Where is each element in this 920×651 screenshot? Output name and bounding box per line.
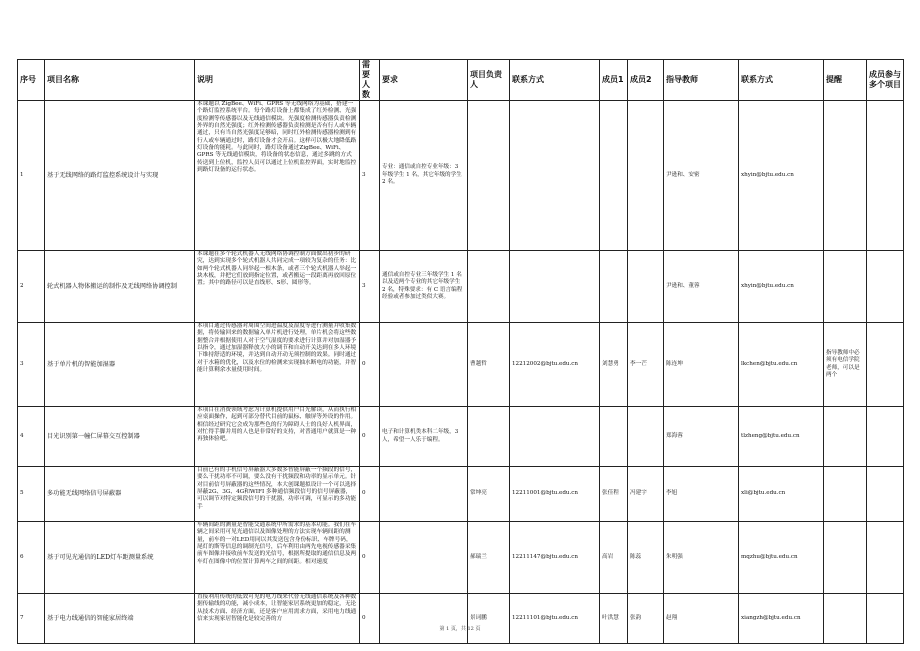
cell-project-name: 基于无线网络的路灯监控系统设计与实现	[45, 101, 195, 251]
cell-count: 3	[360, 101, 380, 251]
cell-requirements	[380, 522, 468, 594]
cell-member2: 李一芒	[628, 323, 664, 407]
table-row	[18, 522, 904, 594]
cell-member1: 叶洪慧	[600, 594, 628, 644]
cell-no: 7	[18, 594, 45, 644]
header-multi: 成员参与多个项目	[867, 60, 904, 101]
header-contact: 联系方式	[510, 60, 600, 101]
cell-remind	[824, 101, 867, 251]
cell-teacher: 郑海蓉	[664, 407, 739, 467]
cell-multi	[867, 522, 904, 594]
header-member1: 成员1	[600, 60, 628, 101]
cell-description: 直接利用传统的低效可见的电力线来代替无线通信系统及各种数据传输线的功能，减小成本，让智能家居系统更加的稳定，无论从技术方面、经济方面，还是客户应用需求方面，采用电力线通信来实现家居智能化是较完善的方	[195, 594, 360, 644]
cell-teacher-contact: xhyin@bjtu.edu.cn	[739, 101, 824, 251]
cell-contact	[510, 101, 600, 251]
header-description: 说明	[195, 60, 360, 101]
cell-description: 车辆间距的测量是智能交通系统中所需求的基本功能。我们在车辆之间采用可见光通信以及图像处理的方法实现车辆间距的测量，前车的一对LED用同以其发送包含身份标识、车牌号码，尾灯的斯等信息的调制光信号，后车利用由两先电视传感器采集前车图像并接收前车发送的光信号，根据所提取的通信信息及两车灯在图像中的位置计算两车之间的间距。相对速度	[195, 522, 360, 594]
cell-teacher: 赵翔	[664, 594, 739, 644]
cell-description: 目前已有的手机信号屏蔽器大多数多智能屏蔽一个频段的信号，要么干扰功率不可调，要么没有干扰频段和功率的显示单元。针对目前信号屏蔽器的这些情况，本大创课题拟设计一个可以选择屏蔽2G、3G、4G和WIFI 多种通信频段信号的信号屏蔽器，可以调节对特定频段信号的干扰器，功率可调，可显示的多功能手	[195, 467, 360, 522]
cell-description: 本项目通过传感器对周围空间进温度及湿度等进行测量并收集数据，将传输回来的数据输入单片机进行处理，单片机会将这些数据整合并根据使用人对于空气湿度的要求进行计算并对加湿器予以指令，通过加湿器释放大小的调节和自动开关达到在多人环境下维持舒适的环境，并达到自动开动无须控制的效果。同时通过对于水箱的优化，以及水位的检测来实现抽水断电的功能，并智能计算剩余水量使用时间。	[195, 323, 360, 407]
cell-contact: 12211101@bjtu.edu.cn	[510, 594, 600, 644]
cell-contact: 12211147@bjtu.edu.cn	[510, 522, 600, 594]
cell-remind	[824, 467, 867, 522]
cell-leader: 常坤亮	[468, 467, 510, 522]
cell-teacher: 朱明强	[664, 522, 739, 594]
cell-leader: 曹越哲	[468, 323, 510, 407]
cell-remind	[824, 522, 867, 594]
cell-requirements: 专业：通信或自控专业年级：3 年级学生 1 名，其它年级的学生 2 名。	[380, 101, 468, 251]
table-row	[18, 101, 904, 251]
table-row	[18, 323, 904, 407]
cell-no: 3	[18, 323, 45, 407]
cell-count: 3	[360, 251, 380, 323]
cell-multi	[867, 594, 904, 644]
cell-contact	[510, 407, 600, 467]
cell-description: 本课题在多个轮式机器人无线网络协调控制方面做出初步的研究，达到实现多个轮式机器人共同完成一项较为复杂的任务：比如两个轮式机器人同举起一根木条，或者三个轮式机器人举起一块木板，并把它们放到指定位置，或者搬运一段距离再放回原位置；其中的路径可以是直线形、S形、圆形等。	[195, 251, 360, 323]
header-member2: 成员2	[628, 60, 664, 101]
page-footer: 第 1 页，共 12 页	[439, 626, 481, 632]
cell-count: 0	[360, 407, 380, 467]
cell-leader	[468, 251, 510, 323]
cell-member2	[628, 407, 664, 467]
cell-project-name: 基于电力线通信的智能家居终端	[45, 594, 195, 644]
cell-leader	[468, 101, 510, 251]
cell-no: 2	[18, 251, 45, 323]
cell-requirements	[380, 323, 468, 407]
cell-multi	[867, 407, 904, 467]
cell-leader: 景词鹏	[468, 594, 510, 644]
header-row	[18, 60, 904, 101]
cell-requirements	[380, 594, 468, 644]
header-count: 需要人数	[360, 60, 380, 101]
cell-multi	[867, 251, 904, 323]
cell-member2: 张韵	[628, 594, 664, 644]
cell-member2: 陈蕊	[628, 522, 664, 594]
cell-multi	[867, 323, 904, 407]
cell-description: 本课题以 ZigBee、WiFi、GPRS 等无线网络为基础，搭建一个路灯监控系统平台。每个路灯设备上都集成了红外检测、光强度检测等传感器以及无线通信模块。光强度检测传感器负责检测外界的自然光强度；红外检测传感器负责检测是否有行人或车辆通过，只有当自然光强度足够暗，同时红外检测传感器检测到有行人或车辆通过时，路灯设备才会开启。这样可以极大地降低路灯设备的能耗。与此同时，路灯设备通过ZigBee、WiFi、GPRS 等无线通信模块，将设备的状态信息，通过多跳的方式传送到上位机，监控人员可以通过上位机监控界面，实时地监控到路灯设备的运行状态。	[195, 101, 360, 251]
spreadsheet	[17, 59, 903, 644]
cell-description: 本项目在消费领域考虑为计算机提供用户目光解读，从而执行相应桌面操作，起到可部分替代目前的鼠标、触屏等外设的作用。相信经过研究它会成为那些色的行为障碍人士的良好人机界面，对忙得手脚并用的人也是非常好的支持，对普通用户就算是一种再独体验吧。	[195, 407, 360, 467]
cell-requirements: 通信或自控专业三年级学生 1 名以及适两个专业的其它年级学生 2 名，特殊要求：有 C 语言编程经验或者参加过类似大赛。	[380, 251, 468, 323]
cell-remind	[824, 594, 867, 644]
cell-member1: 张佳程	[600, 467, 628, 522]
table-row	[18, 594, 904, 644]
table-row	[18, 407, 904, 467]
cell-member1: 刘慧勇	[600, 323, 628, 407]
cell-teacher: 陈连坤	[664, 323, 739, 407]
cell-no: 5	[18, 467, 45, 522]
cell-contact	[510, 251, 600, 323]
cell-count: 0	[360, 594, 380, 644]
cell-member2	[628, 251, 664, 323]
cell-teacher-contact: mqzhu@bjtu.edu.cn	[739, 522, 824, 594]
cell-leader	[468, 407, 510, 467]
cell-member2	[628, 101, 664, 251]
cell-count: 0	[360, 522, 380, 594]
header-teacher: 指导教师	[664, 60, 739, 101]
cell-teacher: 尹逊和、安密	[664, 101, 739, 251]
cell-contact: 12211001@bjtu.edu.cn	[510, 467, 600, 522]
header-requirements: 要求	[380, 60, 468, 101]
cell-remind	[824, 251, 867, 323]
cell-project-name: 目光识别第一幢仁屏幕交互控制器	[45, 407, 195, 467]
cell-project-name: 基于可见光通信的LED灯车距测量系统	[45, 522, 195, 594]
cell-member1	[600, 101, 628, 251]
cell-teacher: 尹逊和、董蓉	[664, 251, 739, 323]
header-project-name: 项目名称	[45, 60, 195, 101]
cell-project-name: 基于单片机的智能加湿器	[45, 323, 195, 407]
project-table	[17, 59, 904, 644]
table-row	[18, 251, 904, 323]
cell-member1: 高岩	[600, 522, 628, 594]
cell-contact: 12212002@bjtu.edu.cn	[510, 323, 600, 407]
cell-teacher-contact: tlzheng@bjtu.edu.cn	[739, 407, 824, 467]
cell-no: 6	[18, 522, 45, 594]
cell-remind: 指导教师中必须有电信学院老师，可以是两个	[824, 323, 867, 407]
cell-count: 0	[360, 467, 380, 522]
cell-requirements	[380, 467, 468, 522]
cell-project-name: 多功能无线网络信号屏蔽器	[45, 467, 195, 522]
header-no: 序号	[18, 60, 45, 101]
cell-multi	[867, 467, 904, 522]
cell-teacher: 李旭	[664, 467, 739, 522]
cell-leader: 郝瑞兰	[468, 522, 510, 594]
cell-member2: 冯建宇	[628, 467, 664, 522]
cell-member1	[600, 407, 628, 467]
cell-member1	[600, 251, 628, 323]
header-leader: 项目负责人	[468, 60, 510, 101]
cell-teacher-contact: lkchen@bjtu.edu.cn	[739, 323, 824, 407]
cell-teacher-contact: xiangzh@bjtu.edu.cn	[739, 594, 824, 644]
cell-requirements: 电子和计算机类本科二年级，3人，希望一人乐于编程。	[380, 407, 468, 467]
header-remind: 提醒	[824, 60, 867, 101]
cell-teacher-contact: xli@bjtu.edu.cn	[739, 467, 824, 522]
table-row	[18, 467, 904, 522]
cell-count: 0	[360, 323, 380, 407]
cell-remind	[824, 407, 867, 467]
cell-multi	[867, 101, 904, 251]
header-teacher-contact: 联系方式	[739, 60, 824, 101]
cell-teacher-contact: xhyin@bjtu.edu.cn	[739, 251, 824, 323]
cell-no: 1	[18, 101, 45, 251]
cell-no: 4	[18, 407, 45, 467]
cell-project-name: 轮式机器人物体搬运的制作及无线网络协调控制	[45, 251, 195, 323]
